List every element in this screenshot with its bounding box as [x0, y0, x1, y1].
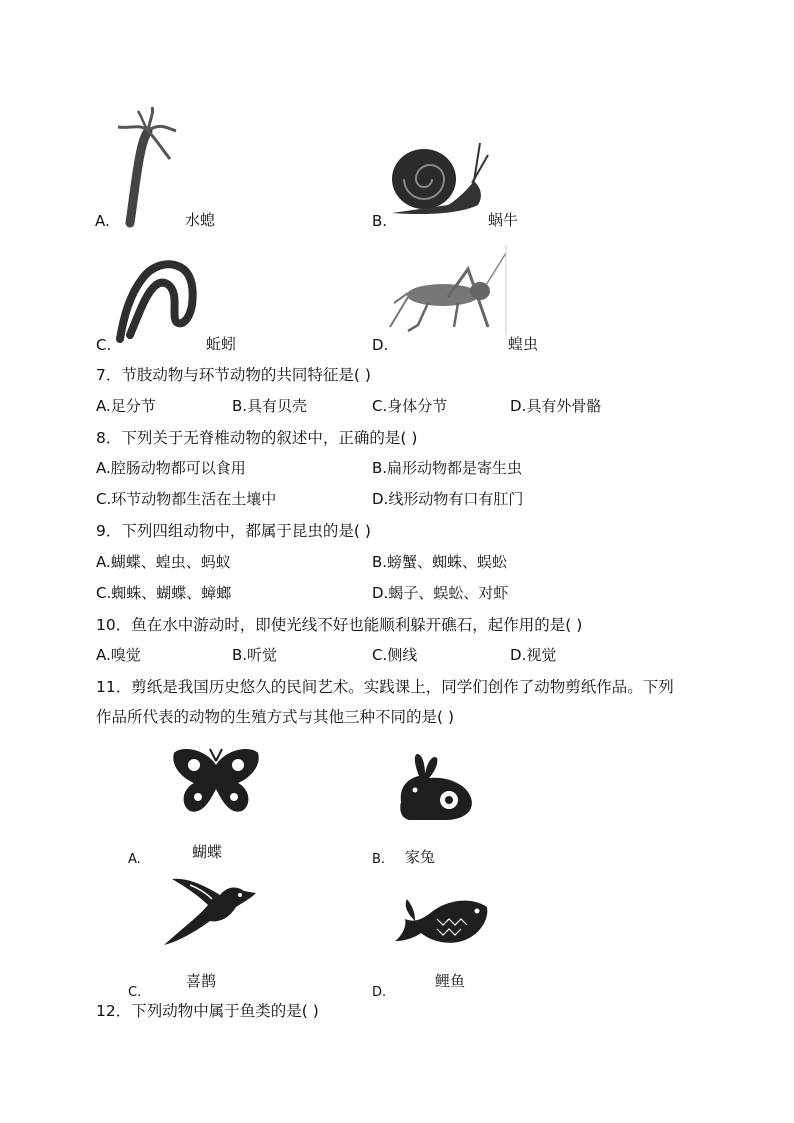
q9-stem: 9．下列四组动物中，都属于昆虫的是( )	[96, 522, 371, 540]
q11-option-a-letter: A.	[128, 852, 141, 867]
q11-option-d-name: 鲤鱼	[435, 972, 466, 990]
q7-option-c: C.身体分节	[372, 397, 448, 415]
q11-option-c-letter: C.	[128, 985, 142, 1000]
q9-option-a: A.蝴蝶、蝗虫、蚂蚁	[96, 553, 231, 571]
q6-option-b-name: 蜗牛	[488, 211, 519, 229]
q6-option-d-letter: D.	[372, 336, 389, 354]
q9-option-d: D.蝎子、蜈蚣、对虾	[372, 584, 509, 602]
q7-option-a: A.足分节	[96, 397, 156, 415]
q11-option-c-name: 喜鹊	[186, 972, 217, 990]
q9-option-b: B.螃蟹、蜘蛛、蜈蚣	[372, 553, 508, 571]
q11-option-b-name: 家兔	[405, 848, 436, 866]
q7-option-d: D.具有外骨骼	[510, 397, 602, 415]
q7-stem: 7．节肢动物与环节动物的共同特征是( )	[96, 366, 371, 384]
q8-option-d: D.线形动物有口有肛门	[372, 490, 524, 508]
q9-option-c: C.蜘蛛、蝴蝶、蟑螂	[96, 584, 232, 602]
q10-option-a: A.嗅觉	[96, 646, 141, 664]
hydra-image	[110, 105, 185, 225]
earthworm-image	[112, 255, 202, 343]
rabbit-papercut	[395, 752, 475, 824]
carp-papercut	[393, 893, 493, 953]
q10-option-d: D.视觉	[510, 646, 557, 664]
butterfly-papercut	[170, 745, 262, 820]
q6-option-a-name: 水螅	[185, 211, 216, 229]
q6-option-b-letter: B.	[372, 212, 388, 230]
snail-image	[388, 135, 498, 220]
q11-option-d-letter: D.	[372, 985, 387, 1000]
q6-option-c-letter: C.	[96, 336, 112, 354]
q10-option-b: B.听觉	[232, 646, 278, 664]
q10-option-c: C.侧线	[372, 646, 418, 664]
q8-option-b: B.扁形动物都是寄生虫	[372, 459, 523, 477]
q11-stem-line1: 11．剪纸是我国历史悠久的民间艺术。实践课上，同学们创作了动物剪纸作品。下列	[96, 678, 674, 696]
q7-option-b: B.具有贝壳	[232, 397, 308, 415]
q11-stem-line2: 作品所代表的动物的生殖方式与其他三种不同的是( )	[96, 708, 455, 726]
q8-option-c: C.环节动物都生活在土壤中	[96, 490, 277, 508]
q6-option-c-name: 蚯蚓	[206, 335, 237, 353]
q12-stem: 12．下列动物中属于鱼类的是( )	[96, 1002, 319, 1020]
q6-option-d-name: 蝗虫	[508, 335, 539, 353]
q11-option-a-name: 蝴蝶	[192, 843, 223, 861]
q10-stem: 10．鱼在水中游动时，即使光线不好也能顺利躲开礁石，起作用的是( )	[96, 616, 583, 634]
q6-option-a-letter: A.	[95, 212, 110, 230]
q8-stem: 8．下列关于无脊椎动物的叙述中，正确的是( )	[96, 429, 418, 447]
q11-option-b-letter: B.	[372, 852, 386, 867]
magpie-papercut	[160, 875, 260, 950]
grasshopper-image	[388, 245, 513, 340]
q8-option-a: A.腔肠动物都可以食用	[96, 459, 246, 477]
